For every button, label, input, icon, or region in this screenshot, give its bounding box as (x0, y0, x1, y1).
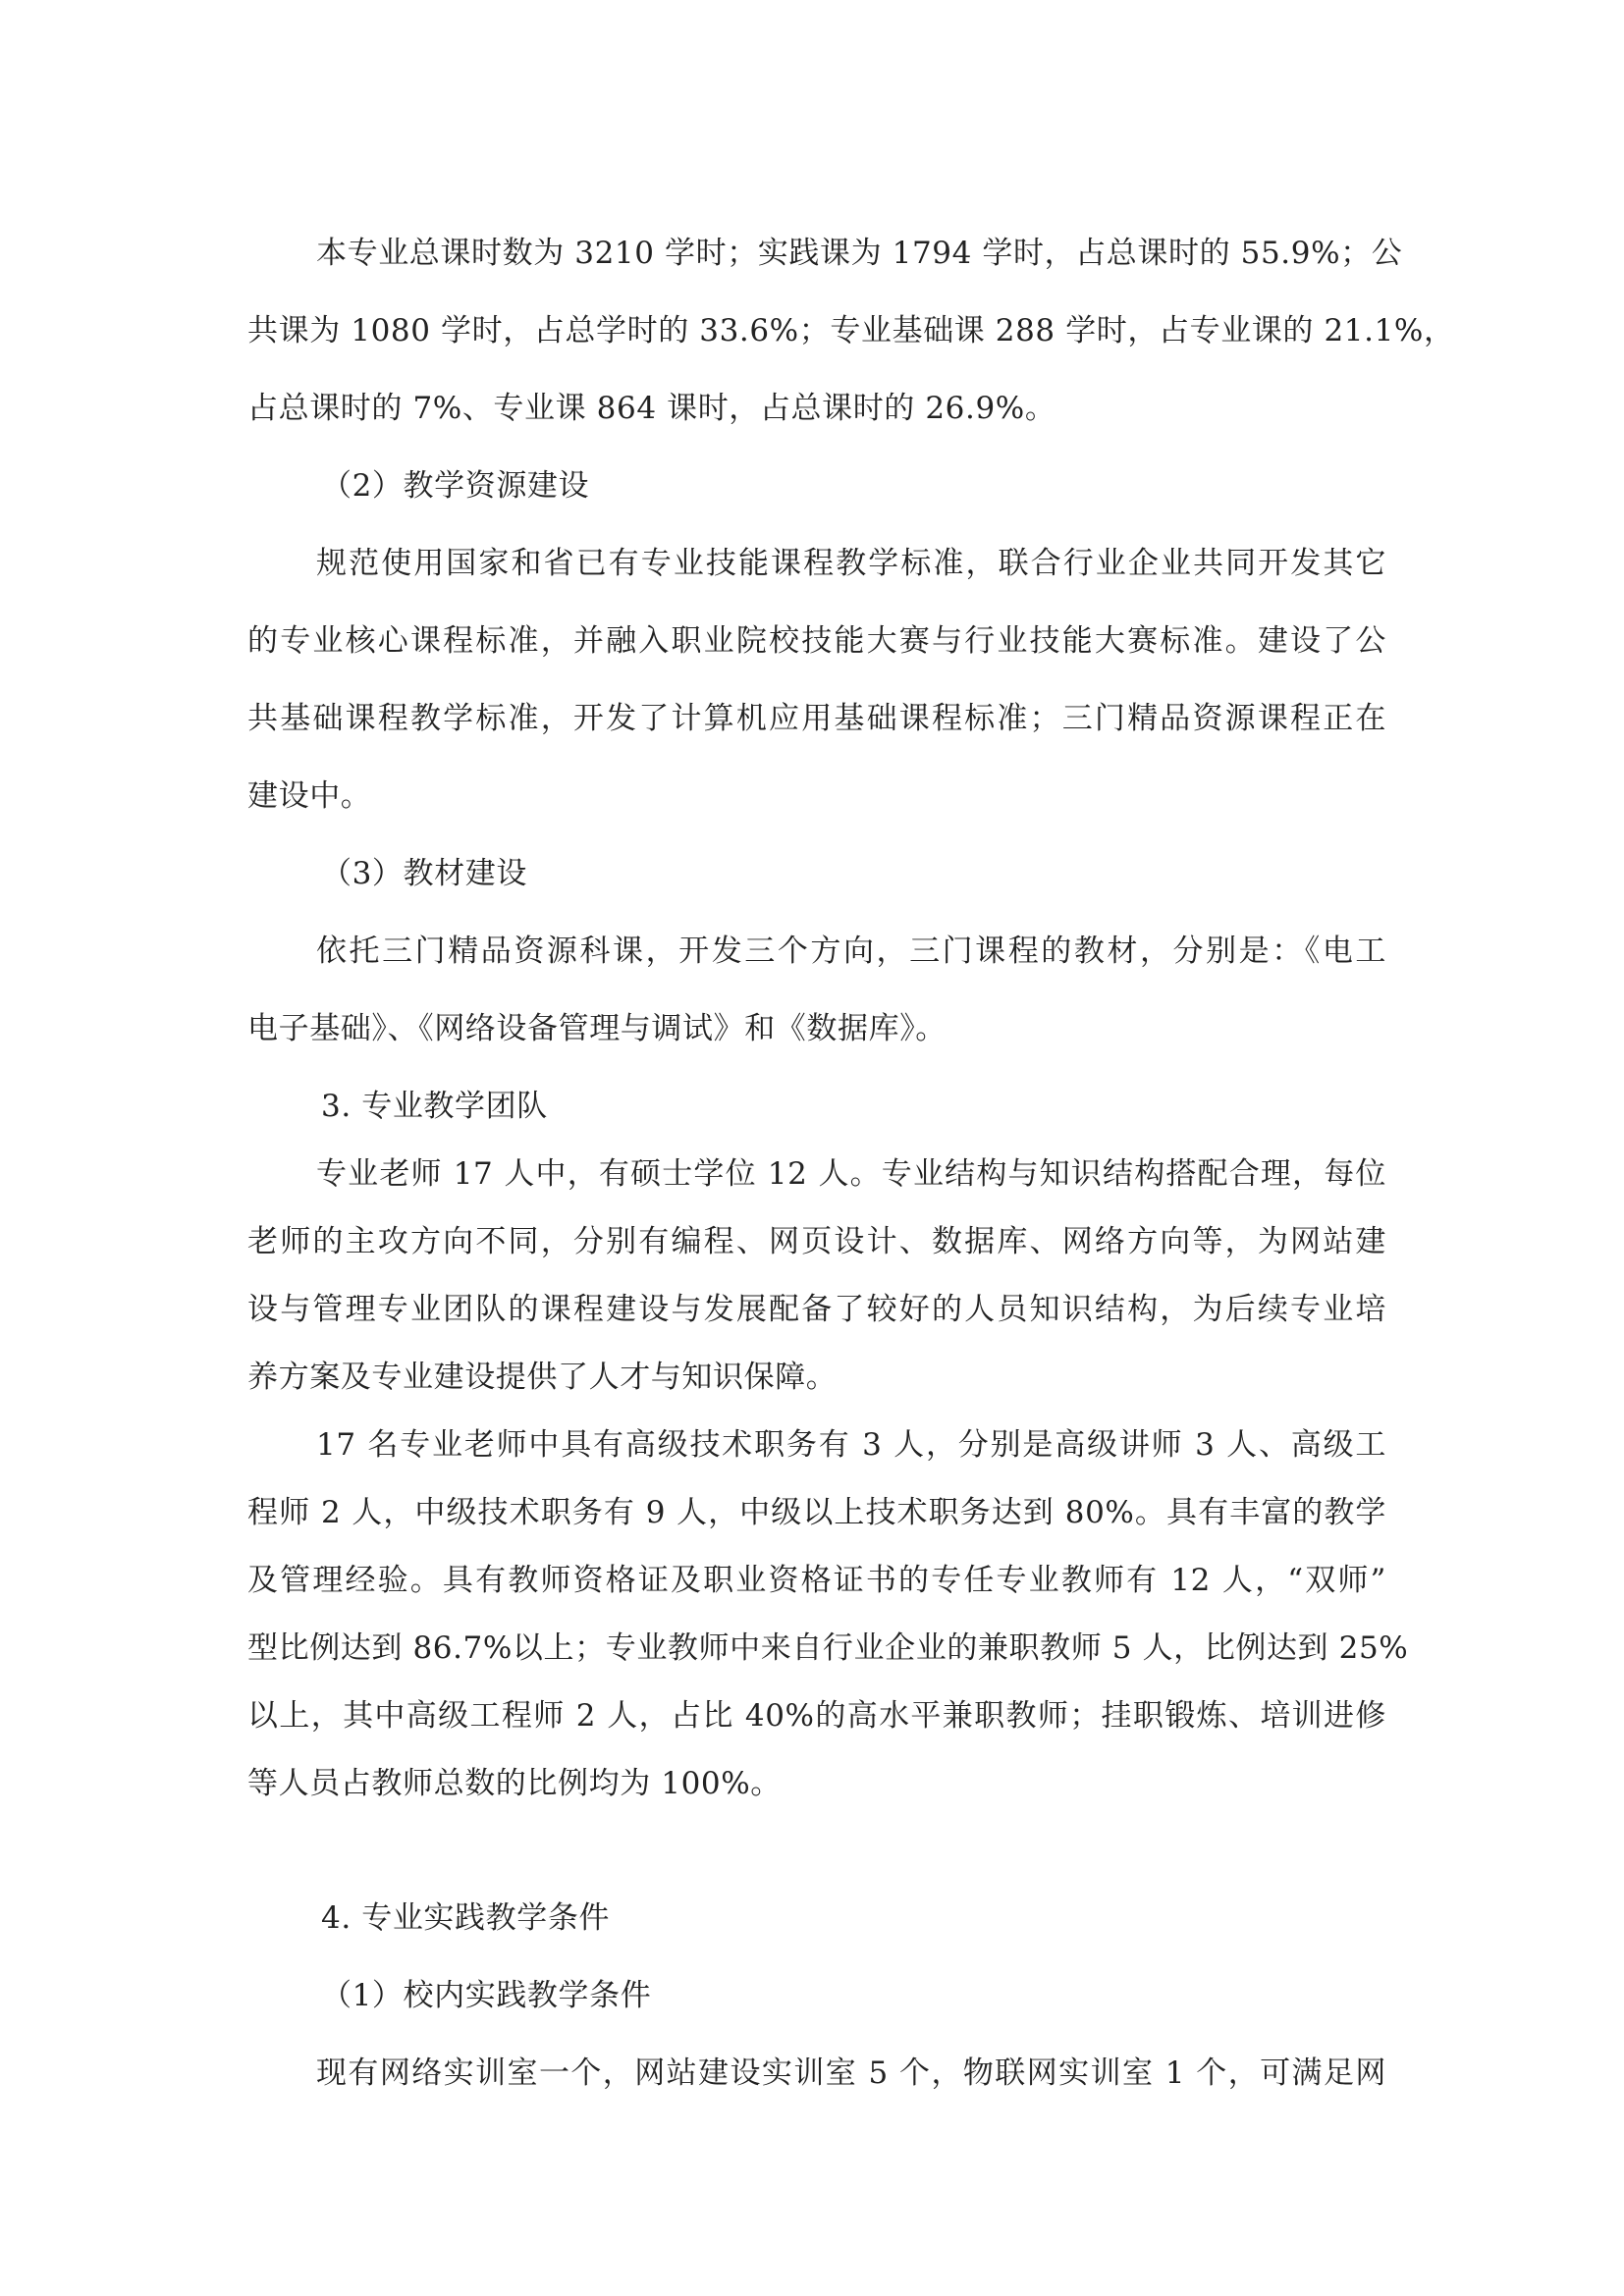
paragraph-line: 以上，其中高级工程师 2 人，占比 40%的高水平兼职教师；挂职锻炼、培训进修 (247, 1698, 1386, 1734)
paragraph-line: 共基础课程教学标准，开发了计算机应用基础课程标准；三门精品资源课程正在 (247, 701, 1386, 736)
paragraph-line: 及管理经验。具有教师资格证及职业资格证书的专任专业教师有 12 人，“双师” (247, 1563, 1386, 1598)
paragraph-line: 程师 2 人，中级技术职务有 9 人，中级以上技术职务达到 80%。具有丰富的教学 (247, 1495, 1386, 1530)
paragraph-line: 17 名专业老师中具有高级技术职务有 3 人，分别是高级讲师 3 人、高级工 (316, 1427, 1386, 1463)
paragraph-line: 本专业总课时数为 3210 学时；实践课为 1794 学时，占总课时的 55.9%；公 (316, 236, 1403, 271)
paragraph-line: 共课为 1080 学时，占总学时的 33.6%；专业基础课 288 学时，占专业课的 21.1%， (247, 313, 1455, 348)
paragraph-line: 的专业核心课程标准，并融入职业院校技能大赛与行业技能大赛标准。建设了公 (247, 623, 1386, 659)
section-heading: 3. 专业教学团队 (321, 1089, 548, 1124)
section-heading: 4. 专业实践教学条件 (321, 1900, 611, 1936)
section-heading: （3）教材建设 (321, 856, 527, 891)
paragraph-line: 专业老师 17 人中，有硕士学位 12 人。专业结构与知识结构搭配合理，每位 (316, 1156, 1386, 1192)
paragraph-line: 型比例达到 86.7%以上；专业教师中来自行业企业的兼职教师 5 人，比例达到 25% (247, 1630, 1409, 1666)
paragraph-line: 电子基础》、《网络设备管理与调试》和《数据库》。 (247, 1011, 947, 1046)
paragraph-line: 设与管理专业团队的课程建设与发展配备了较好的人员知识结构，为后续专业培 (247, 1292, 1386, 1327)
paragraph-line: 建设中。 (247, 778, 372, 814)
paragraph-line: 老师的主攻方向不同，分别有编程、网页设计、数据库、网络方向等，为网站建 (247, 1224, 1386, 1259)
section-heading: （1）校内实践教学条件 (321, 1978, 652, 2013)
paragraph-line: 依托三门精品资源科课，开发三个方向，三门课程的教材，分别是：《电工 (316, 934, 1386, 969)
section-heading: （2）教学资源建设 (321, 468, 590, 504)
paragraph-line: 现有网络实训室一个，网站建设实训室 5 个，物联网实训室 1 个，可满足网 (316, 2056, 1386, 2091)
paragraph-line: 规范使用国家和省已有专业技能课程教学标准，联合行业企业共同开发其它 (316, 546, 1386, 581)
paragraph-line: 占总课时的 7%、专业课 864 课时，占总课时的 26.9%。 (247, 391, 1056, 426)
paragraph-line: 养方案及专业建设提供了人才与知识保障。 (247, 1360, 838, 1395)
paragraph-line: 等人员占教师总数的比例均为 100%。 (247, 1766, 782, 1801)
